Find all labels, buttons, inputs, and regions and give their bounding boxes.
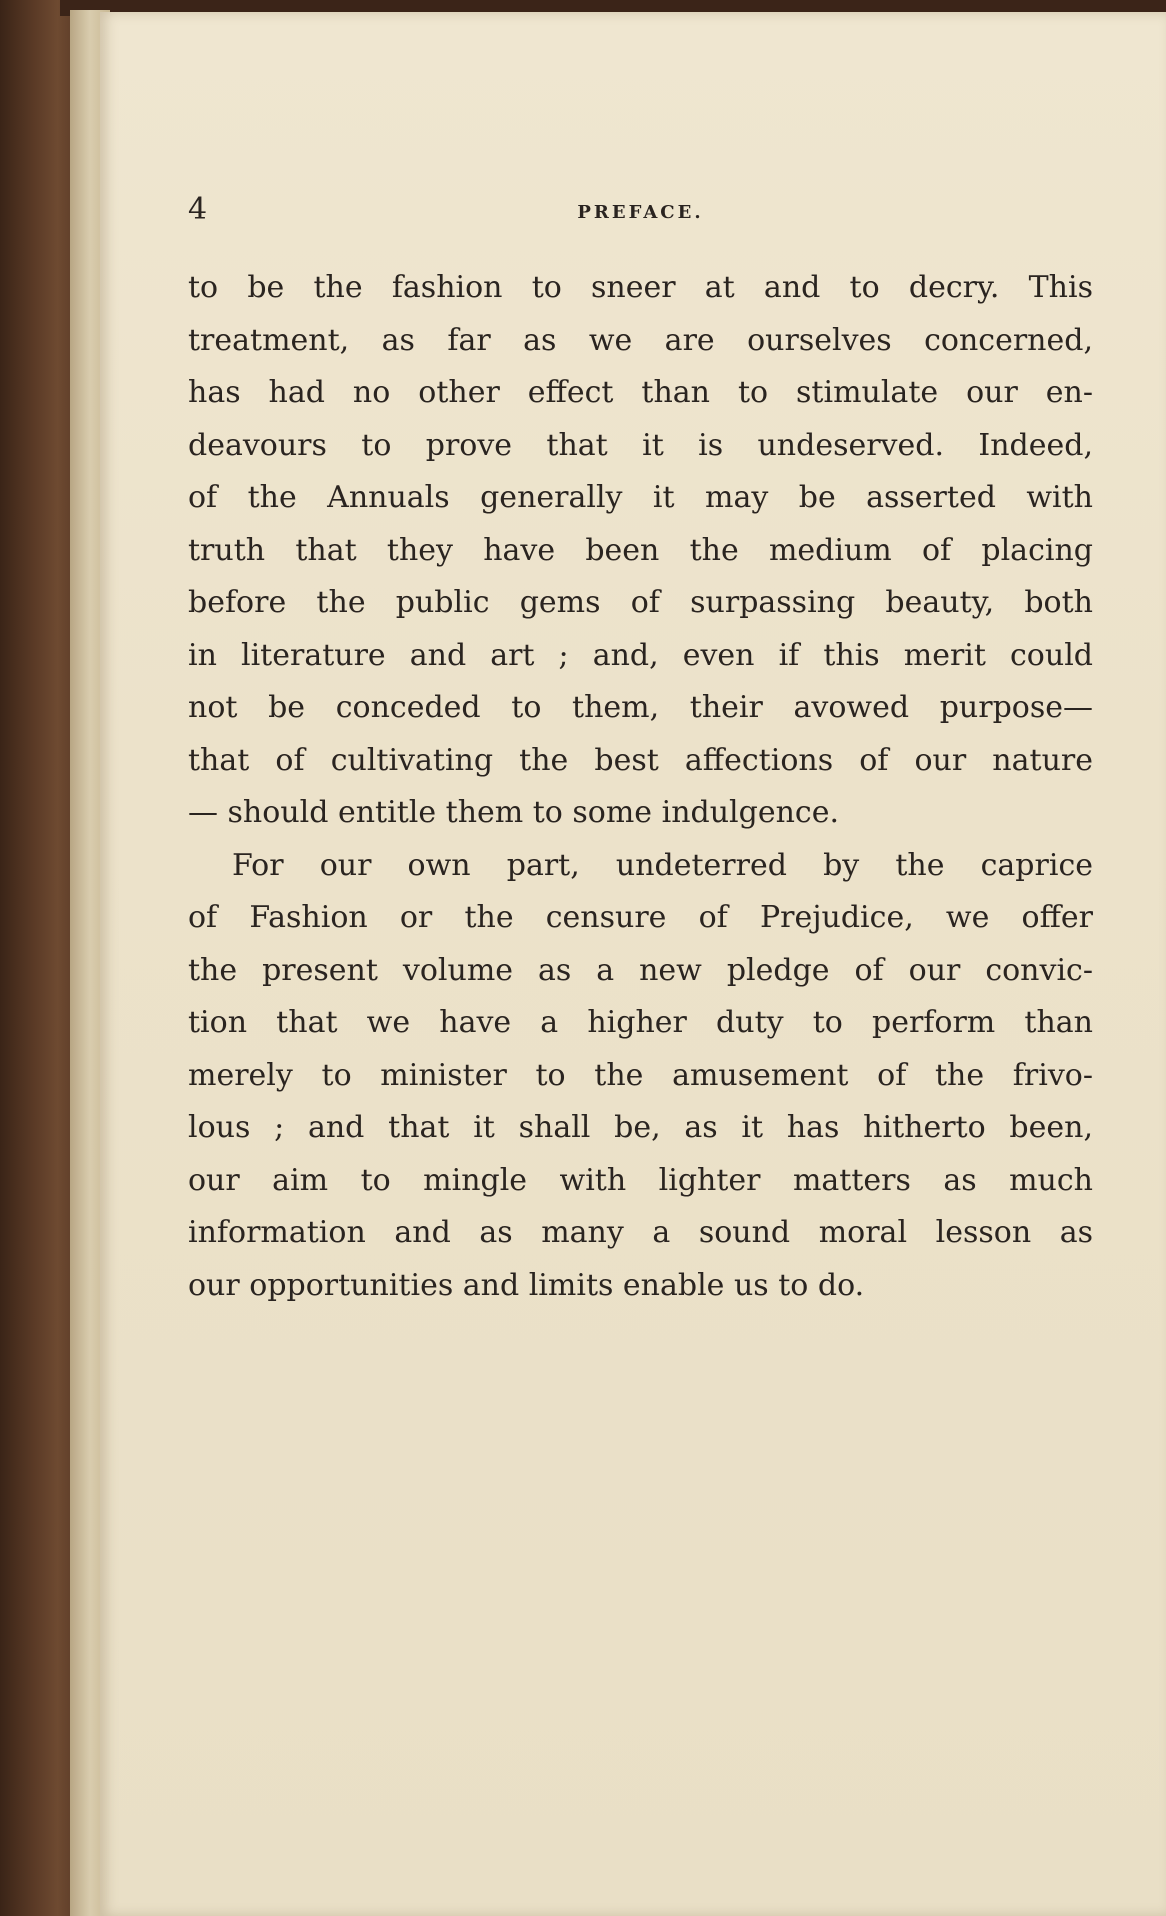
text-line: deavours to prove that it is undeserved. Indeed, — [188, 427, 1093, 463]
text-line: lous ; and that it shall be, as it has hitherto been, — [188, 1110, 1093, 1145]
text-line: merely to minister to the amusement of the frivo- — [188, 1057, 1093, 1093]
text-line: truth that they have been the medium of placing — [188, 532, 1093, 568]
page-header — [188, 192, 1093, 232]
text-line: not be conceded to them, their avowed purpose— — [188, 690, 1093, 725]
text-line: in literature and art ; and, even if this merit could — [188, 637, 1093, 673]
text-line: of the Annuals generally it may be asserted with — [188, 480, 1093, 515]
body-text — [188, 262, 1093, 1312]
page-number: 4 — [188, 192, 208, 227]
text-line: has had no other effect than to stimulate our en- — [188, 375, 1093, 410]
running-head: PREFACE. — [577, 202, 704, 223]
text-line: treatment, as far as we are ourselves concerned, — [188, 322, 1093, 358]
text-line: to be the fashion to sneer at and to decry. This — [188, 270, 1093, 305]
text-line: our opportunities and limits enable us to do. — [188, 1267, 865, 1303]
text-line: For our own part, undeterred by the caprice — [232, 847, 1093, 883]
text-line: the present volume as a new pledge of our convic- — [188, 952, 1093, 988]
text-line: our aim to mingle with lighter matters as much — [188, 1162, 1093, 1198]
text-line: of Fashion or the censure of Prejudice, we offer — [188, 900, 1093, 935]
text-line: — should entitle them to some indulgence. — [188, 795, 840, 830]
text-line: that of cultivating the best affections of our nature — [188, 742, 1093, 778]
text-line: before the public gems of surpassing beauty, both — [188, 585, 1093, 620]
paragraph-1 — [188, 262, 1093, 840]
text-line: information and as many a sound moral lesson as — [188, 1215, 1093, 1250]
text-line: tion that we have a higher duty to perform than — [188, 1005, 1093, 1040]
paragraph-2 — [188, 840, 1093, 1313]
